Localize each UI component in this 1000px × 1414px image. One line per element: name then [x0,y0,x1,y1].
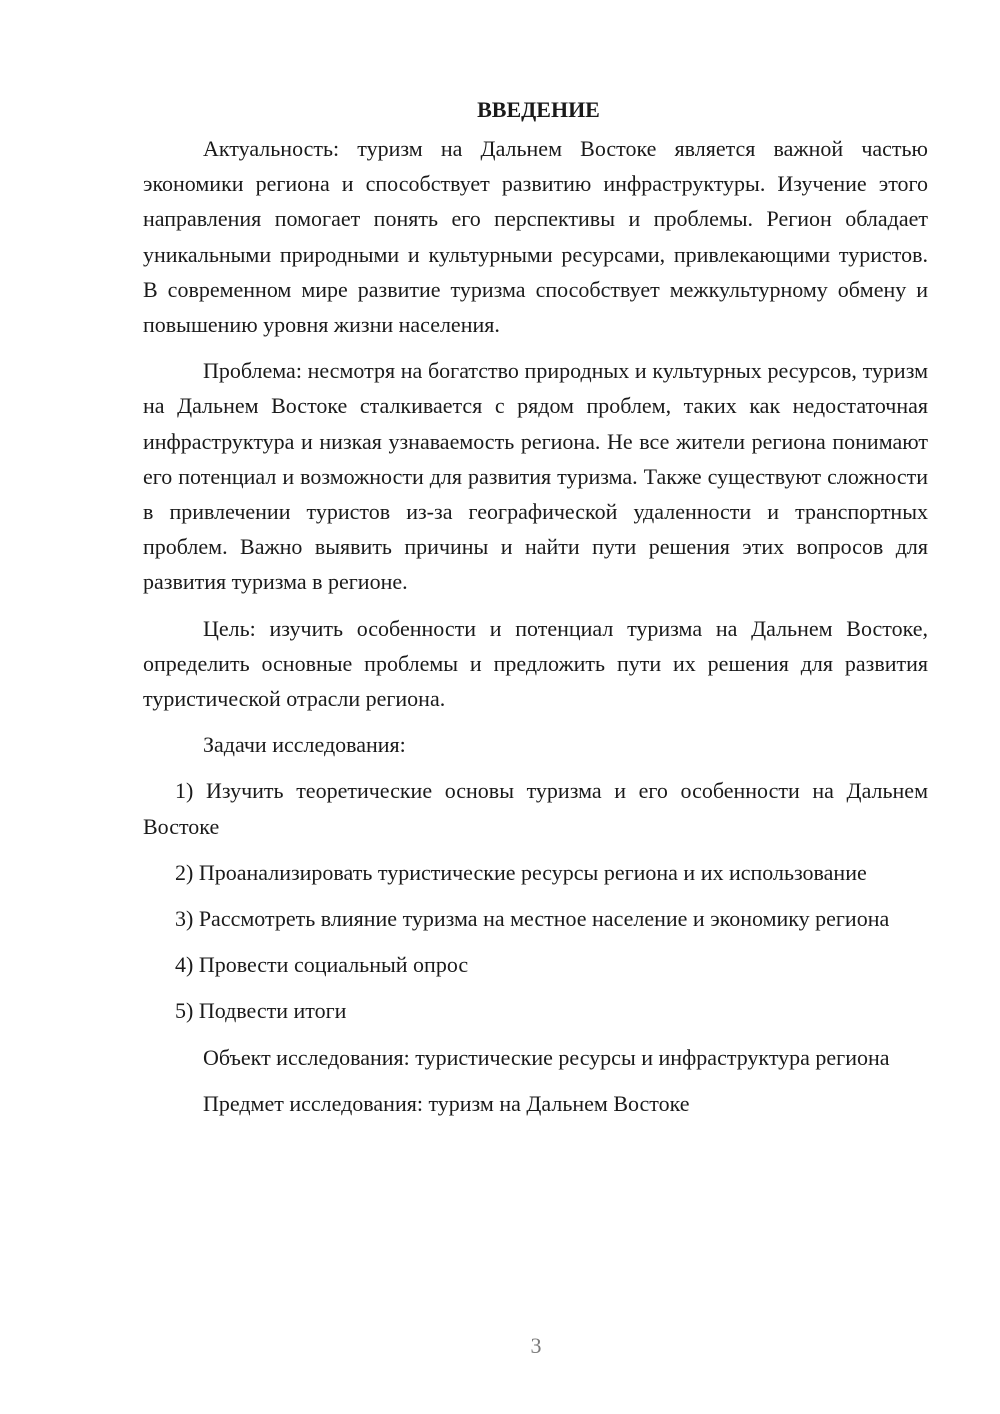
problem-paragraph: Проблема: несмотря на богатство природных и культурных ресурсов, туризм на Дальнем Востоке сталкивается с рядом проблем, таких как недостаточная инфраструктура и низкая узнаваемость региона. Не все жители региона понимают его потенциал и возможности для развития туризма. Также существуют сложности в привлечении туристов из-за географической удаленности и транспортных проблем. Важно выявить причины и найти пути решения этих вопросов для развития туризма в регионе. [143,358,928,595]
list-item: 2) Проанализировать туристические ресурсы региона и их использование [175,859,867,885]
list-item: 1) Изучить теоретические основы туризма и его особенности на Дальнем Востоке [143,778,928,839]
goal-paragraph: Цель: изучить особенности и потенциал туризма на Дальнем Востоке, определить основные проблемы и предложить пути их решения для развития туристической отрасли региона. [143,615,928,712]
page-title: ВВЕДЕНИЕ [477,97,600,122]
tasks-title: Задачи исследования: [203,732,406,758]
list-item: 5) Подвести итоги [175,998,347,1024]
list-item: 3) Рассмотреть влияние туризма на местное население и экономику региона [175,906,890,932]
object-paragraph: Объект исследования: туристические ресурсы и инфраструктура региона [203,1044,890,1070]
tasks-list [143,773,928,1028]
document-page [143,92,928,1132]
subject-paragraph: Предмет исследования: туризм на Дальнем Востоке [203,1090,690,1116]
page-number: 3 [530,1333,542,1358]
list-item: 4) Провести социальный опрос [175,952,469,978]
relevance-paragraph: Актуальность: туризм на Дальнем Востоке является важной частью экономики региона и способствует развитию инфраструктуры. Изучение этого направления помогает понять его перспективы и проблемы. Регион обладает уникальными природными и культурными ресурсами, привлекающими туристов. В современном мире развитие туризма способствует межкультурному обмену и повышению уровня жизни населения. [143,136,928,338]
